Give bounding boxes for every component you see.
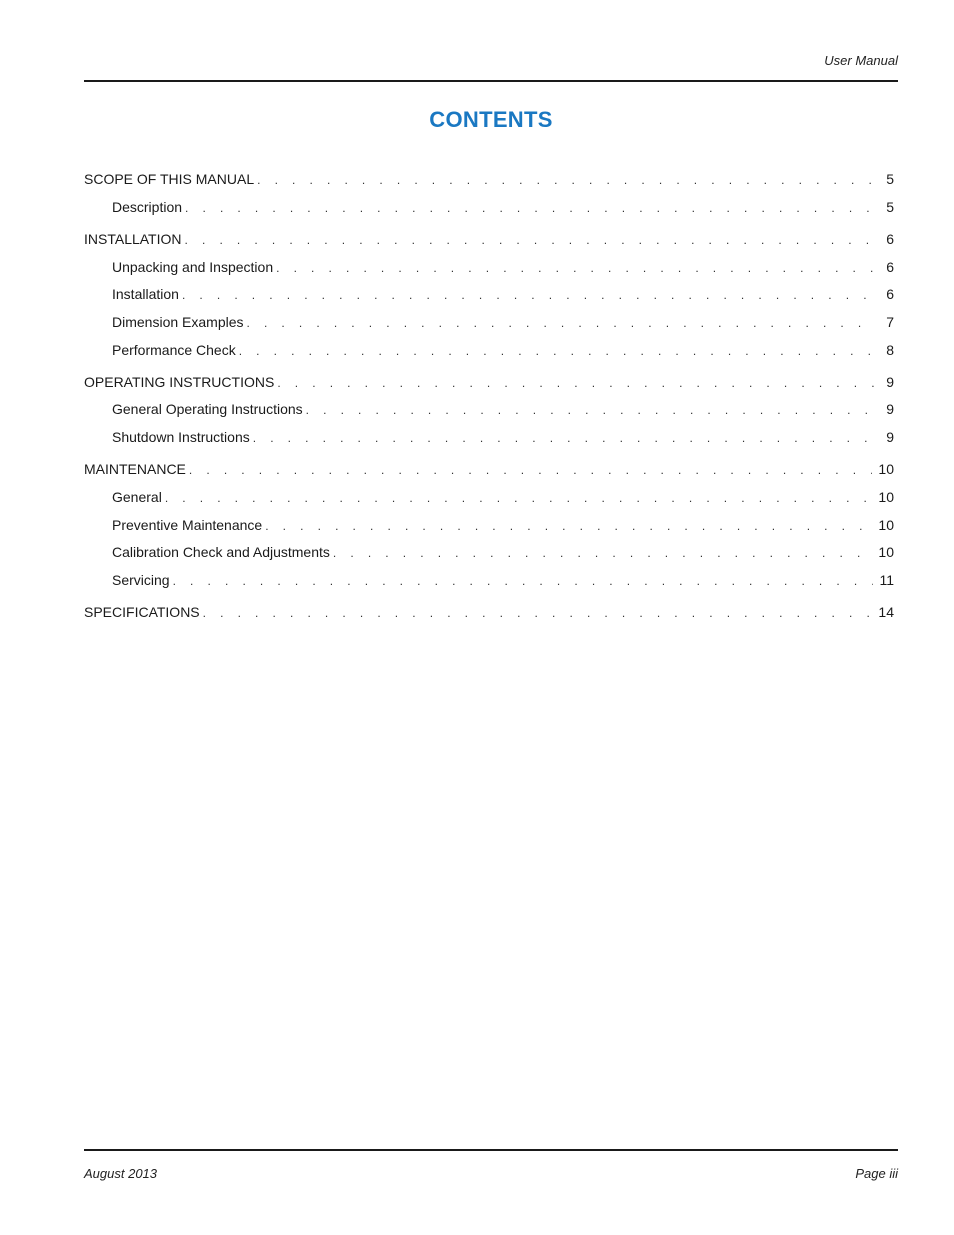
toc-page-number: 6 <box>886 259 894 275</box>
header-rule <box>84 80 898 82</box>
toc-leader <box>257 173 874 187</box>
toc-entry-performance-check[interactable] <box>112 342 894 362</box>
toc-leader <box>185 233 874 247</box>
toc-leader <box>182 288 874 302</box>
toc-page-number: 14 <box>878 604 894 620</box>
toc-label: Dimension Examples <box>112 314 244 330</box>
toc-page-number: 10 <box>878 517 894 533</box>
toc-label: General Operating Instructions <box>112 401 303 417</box>
toc-leader <box>247 316 875 330</box>
toc-page-number: 5 <box>886 199 894 215</box>
toc-leader <box>173 574 874 588</box>
toc-page-number: 9 <box>886 429 894 445</box>
footer-date: August 2013 <box>84 1166 158 1181</box>
toc-leader <box>189 463 873 477</box>
footer-rule <box>84 1149 898 1151</box>
toc-label: General <box>112 489 162 505</box>
toc-label: MAINTENANCE <box>84 461 186 477</box>
toc-label: Unpacking and Inspection <box>112 259 274 275</box>
toc-leader <box>239 344 874 358</box>
toc-entry-dimension-examples[interactable] <box>112 314 894 334</box>
toc-entry-general-operating[interactable] <box>112 401 894 421</box>
toc-entry-installation[interactable] <box>112 286 894 306</box>
toc-entry-maintenance[interactable] <box>84 461 894 481</box>
toc-entry-preventive-maintenance[interactable] <box>112 517 894 537</box>
toc-label: Description <box>112 199 183 215</box>
header-doc-label: User Manual <box>824 53 898 68</box>
toc-entry-description[interactable] <box>112 199 894 219</box>
toc-leader <box>203 606 873 620</box>
toc-label: Calibration Check and Adjustments <box>112 544 330 560</box>
toc-label: SCOPE OF THIS MANUAL <box>84 171 255 187</box>
toc-page-number: 6 <box>886 286 894 302</box>
toc-entry-general[interactable] <box>112 489 894 509</box>
toc-page-number: 10 <box>878 544 894 560</box>
page-title: CONTENTS <box>429 107 553 132</box>
toc-entry-specifications[interactable] <box>84 604 894 624</box>
toc-label: Installation <box>112 286 179 302</box>
toc-label: Servicing <box>112 572 170 588</box>
toc-leader <box>265 519 872 533</box>
toc-leader <box>185 201 874 215</box>
toc-page-number: 7 <box>886 314 894 330</box>
toc-label: SPECIFICATIONS <box>84 604 200 620</box>
toc-label: INSTALLATION <box>84 231 182 247</box>
toc-entry-installation-section[interactable] <box>84 231 894 251</box>
toc-leader <box>333 546 873 560</box>
toc-leader <box>277 376 874 390</box>
toc-entry-unpacking[interactable] <box>112 259 894 279</box>
toc-leader <box>276 261 874 275</box>
toc-page-number: 9 <box>886 401 894 417</box>
toc-label: Preventive Maintenance <box>112 517 263 533</box>
toc-label: OPERATING INSTRUCTIONS <box>84 374 275 390</box>
toc-page-number: 5 <box>886 171 894 187</box>
toc-entry-calibration[interactable] <box>112 544 894 564</box>
toc-leader <box>253 431 874 445</box>
toc-leader <box>306 403 874 417</box>
toc-page-number: 11 <box>879 572 894 588</box>
toc-page-number: 9 <box>886 374 894 390</box>
toc-page-number: 10 <box>878 461 894 477</box>
toc-entry-shutdown[interactable] <box>112 429 894 449</box>
toc-label: Performance Check <box>112 342 236 358</box>
toc-page-number: 6 <box>886 231 894 247</box>
toc-entry-scope[interactable] <box>84 171 894 191</box>
toc-label: Shutdown Instructions <box>112 429 250 445</box>
toc-entry-operating-instructions[interactable] <box>84 374 894 394</box>
toc-page-number: 10 <box>878 489 894 505</box>
footer-page-label: Page iii <box>855 1166 898 1181</box>
toc-entry-servicing[interactable] <box>112 572 894 592</box>
toc-page-number: 8 <box>886 342 894 358</box>
toc-leader <box>165 491 873 505</box>
